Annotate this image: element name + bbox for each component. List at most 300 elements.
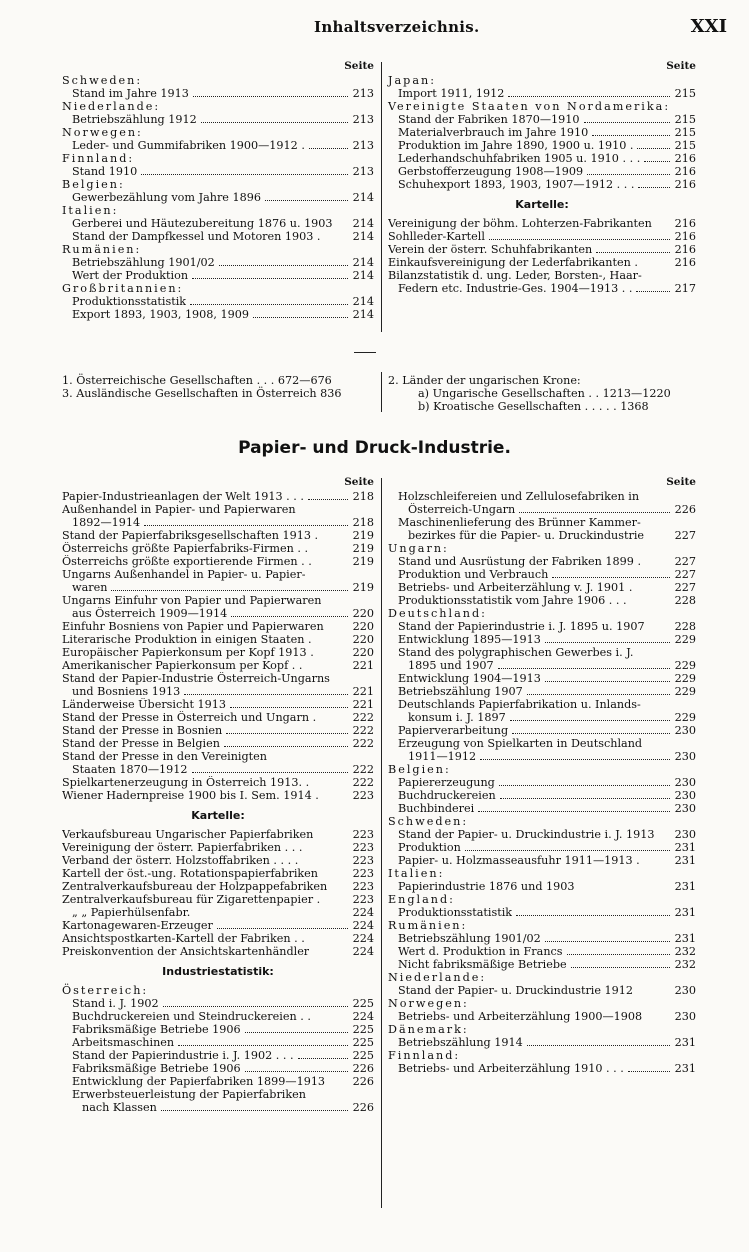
page-ref: 223 [352,867,374,880]
index-entry [62,919,374,932]
index-entry [62,1036,374,1049]
dot-leader [628,1071,670,1072]
index-entry [62,230,374,243]
subsection-heading: Industriestatistik: [162,965,274,978]
entry-title: Österreichs größte exportierende Firmen . . [62,555,312,568]
footnote-item: 1. Österreichische Gesellschaften . . . 672—676 [62,374,332,387]
country-heading: Schweden: [388,815,469,828]
entry-title: „ „ Papierhülsenfabr. [72,906,191,919]
index-entry [62,750,374,763]
page-ref: 215 [674,139,696,152]
entry-title: nach Klassen [82,1101,157,1114]
index-entry [62,906,374,919]
entry-title: Einfuhr Bosniens von Papier und Papierwaren [62,620,324,633]
entry-title: Stand der Presse in den Vereinigten [62,750,267,763]
index-entry [388,282,696,295]
page-ref: 216 [674,152,696,165]
dot-leader [298,1058,348,1059]
index-entry [388,711,696,724]
index-entry [388,932,696,945]
index-entry [388,854,696,867]
entry-title: Vereinigung der böhm. Lohterzen-Fabrikanten [388,217,652,230]
entry-title: Stand 1910 [72,165,138,178]
column-divider-top [381,62,382,332]
dot-leader [480,759,670,760]
country-heading: Dänemark: [388,1023,469,1036]
index-entry [62,139,374,152]
page-ref: 224 [352,932,374,945]
page-ref: 230 [674,789,696,802]
index-entry [62,841,374,854]
entry-title: Verband der österr. Holzstoffabriken . . . . [62,854,299,867]
page-ref: 231 [674,880,696,893]
page-ref: 226 [352,1101,374,1114]
entry-title: Entwicklung der Papierfabriken 1899—1913 [72,1075,326,1088]
index-entry [388,269,696,282]
entry-title: Materialverbrauch im Jahre 1910 [398,126,589,139]
index-entry [62,529,374,542]
page-ref: 230 [674,724,696,737]
country-heading: Österreich: [62,984,149,997]
entry-title: Stand i. J. 1902 [72,997,159,1010]
section-title: Papier- und Druck-Industrie. [238,438,511,458]
entry-title: Produktionsstatistik [398,906,513,919]
index-entry [388,1010,696,1023]
page-ref: 229 [674,633,696,646]
page-ref: 221 [352,698,374,711]
dot-leader [498,668,670,669]
index-entry [62,646,374,659]
page-number: XXI [690,16,727,37]
index-entry [388,555,696,568]
page-ref: 227 [674,529,696,542]
page-ref: 220 [352,620,374,633]
index-entry [62,217,374,230]
index-entry [388,620,696,633]
index-entry [62,542,374,555]
page-ref: 229 [674,672,696,685]
index-entry [62,893,374,906]
dot-leader [193,96,348,97]
index-entry [62,1088,374,1101]
index-entry [388,750,696,763]
index-entry [62,1010,374,1023]
page-ref: 229 [674,659,696,672]
entry-title: Kartell der öst.-ung. Rotationspapierfabriken [62,867,319,880]
seite-label: Seite [666,476,696,488]
dot-leader [489,239,670,240]
entry-title: Buchdruckereien [398,789,496,802]
index-entry [388,685,696,698]
index-entry [62,828,374,841]
index-entry [388,152,696,165]
index-entry [62,1075,374,1088]
entry-title: Einkaufsvereinigung der Lederfabrikanten . [388,256,638,269]
page-ref: 230 [674,750,696,763]
top-left-column [62,60,374,321]
index-entry [388,633,696,646]
dot-leader [499,785,670,786]
page-ref: 230 [674,828,696,841]
country-heading: Niederlande: [62,100,161,113]
index-entry [388,139,696,152]
index-entry [62,594,374,607]
page-ref: 220 [352,607,374,620]
page-ref: 218 [352,516,374,529]
index-entry [62,1049,374,1062]
index-entry [388,503,696,516]
entry-title: Betriebs- und Arbeiterzählung 1910 . . . [398,1062,624,1075]
index-entry [62,581,374,594]
index-entry [388,984,696,997]
bottom-left-column [62,476,374,1114]
dot-leader [201,122,348,123]
entry-title: Erzeugung von Spielkarten in Deutschland [398,737,643,750]
dot-leader [516,915,670,916]
index-entry [388,958,696,971]
seite-label: Seite [344,60,374,72]
entry-title: Stand des polygraphischen Gewerbes i. J. [398,646,634,659]
page-ref: 230 [674,1010,696,1023]
dot-leader [309,148,348,149]
page-ref: 226 [352,1062,374,1075]
page-ref: 224 [352,945,374,958]
dot-leader [545,941,670,942]
country-heading: Belgien: [388,763,451,776]
page-ref: 215 [674,87,696,100]
page-ref: 222 [352,763,374,776]
dot-leader [545,681,670,682]
entry-title: Betriebszählung 1901/02 [72,256,215,269]
dot-leader [592,135,670,136]
index-entry [62,555,374,568]
index-entry [62,763,374,776]
page-ref: 231 [674,1062,696,1075]
index-entry [62,997,374,1010]
entry-title: Schuhexport 1893, 1903, 1907—1912 . . . [398,178,635,191]
entry-title: Buchdruckereien und Steindruckereien . . [72,1010,311,1023]
index-entry [388,568,696,581]
page-ref: 226 [352,1075,374,1088]
country-heading: Belgien: [62,178,125,191]
dot-leader [512,733,670,734]
page-ref: 216 [674,256,696,269]
entry-title: Federn etc. Industrie-Ges. 1904—1913 . . [398,282,633,295]
page-ref: 215 [674,126,696,139]
page-ref: 232 [674,958,696,971]
dot-leader [161,1110,348,1111]
dot-leader [636,291,670,292]
page-ref: 228 [674,594,696,607]
index-entry [388,230,696,243]
index-entry [388,87,696,100]
page-ref: 214 [352,191,374,204]
entry-title: Wert der Produktion [72,269,189,282]
footnotes-right [388,374,696,413]
index-entry [62,113,374,126]
index-entry [62,672,374,685]
index-entry [388,529,696,542]
entry-title: Gerbstofferzeugung 1908—1909 [398,165,584,178]
entry-title: Bilanzstatistik d. ung. Leder, Borsten-, Haar- [388,269,642,282]
entry-title: Stand der Papier- u. Druckindustrie 1912 [398,984,634,997]
page-ref: 213 [352,87,374,100]
entry-title: Gewerbezählung vom Jahre 1896 [72,191,261,204]
entry-title: Produktion und Verbrauch [398,568,549,581]
page-ref: 223 [352,880,374,893]
page-ref: 230 [674,984,696,997]
index-entry [388,165,696,178]
index-entry [388,243,696,256]
index-entry [62,568,374,581]
country-heading: Rumänien: [388,919,468,932]
dot-leader [217,928,348,929]
page-ref: 225 [352,1023,374,1036]
seite-label: Seite [344,476,374,488]
index-entry [388,217,696,230]
page-ref: 219 [352,542,374,555]
entry-title: Außenhandel in Papier- und Papierwaren [62,503,296,516]
index-entry [388,581,696,594]
page-ref: 225 [352,1036,374,1049]
dot-leader [478,811,670,812]
page-ref: 222 [352,724,374,737]
entry-title: Betriebszählung 1912 [72,113,197,126]
entry-title: Papierindustrie 1876 und 1903 [398,880,575,893]
entry-title: waren [72,581,108,594]
dot-leader [231,616,348,617]
entry-title: Stand und Ausrüstung der Fabriken 1899 . [398,555,642,568]
dot-leader [219,265,348,266]
page-ref: 221 [352,685,374,698]
seite-label: Seite [666,60,696,72]
country-heading: Rumänien: [62,243,142,256]
page-ref: 231 [674,932,696,945]
entry-title: Produktion im Jahre 1890, 1900 u. 1910 . [398,139,634,152]
dot-leader [527,1045,670,1046]
dot-leader [230,707,348,708]
index-entry [62,256,374,269]
dot-leader [253,317,348,318]
dot-leader [192,278,348,279]
dot-leader [567,954,670,955]
index-entry [62,87,374,100]
entry-title: Nicht fabriksmäßige Betriebe [398,958,567,971]
page-ref: 225 [352,997,374,1010]
page-ref: 216 [674,243,696,256]
page-ref: 231 [674,906,696,919]
entry-title: Gerberei und Häutezubereitung 1876 u. 1903 [72,217,333,230]
page-ref: 216 [674,217,696,230]
page-ref: 218 [352,490,374,503]
index-entry [388,672,696,685]
entry-title: Stand im Jahre 1913 [72,87,189,100]
country-heading: Norwegen: [62,126,143,139]
entry-title: Stand der Fabriken 1870—1910 [398,113,580,126]
index-entry [388,906,696,919]
dot-leader [596,252,670,253]
index-entry [388,880,696,893]
dot-leader [545,642,670,643]
entry-title: Entwicklung 1904—1913 [398,672,541,685]
page-ref: 213 [352,113,374,126]
entry-title: Stand der Papierindustrie i. J. 1895 u. 1907 [398,620,645,633]
index-entry [388,178,696,191]
page-ref: 231 [674,854,696,867]
country-heading: Japan: [388,74,436,87]
footnote-item: b) Kroatische Gesellschaften . . . . . 1368 [418,400,649,413]
index-entry [388,594,696,607]
index-entry [62,295,374,308]
entry-title: Deutschlands Papierfabrikation u. Inlands- [398,698,641,711]
page-ref: 217 [674,282,696,295]
index-entry [62,1023,374,1036]
index-entry [388,945,696,958]
country-heading: Finnland: [388,1049,461,1062]
page-ref: 231 [674,1036,696,1049]
entry-title: Betriebs- und Arbeiterzählung 1900—1908 [398,1010,643,1023]
running-title: Inhaltsverzeichnis. [314,18,480,36]
dot-leader [465,850,670,851]
entry-title: Stand der Papier- u. Druckindustrie i. J. 1913 [398,828,655,841]
dot-leader [163,1006,348,1007]
entry-title: Produktionsstatistik [72,295,187,308]
country-heading: Ungarn: [388,542,449,555]
top-right-column [388,60,696,295]
entry-title: bezirkes für die Papier- u. Druckindustrie [408,529,645,542]
page-ref: 214 [352,230,374,243]
dot-leader [224,746,348,747]
page-ref: 215 [674,113,696,126]
footnote-item: 2. Länder der ungarischen Krone: [388,374,581,387]
subsection-heading: Kartelle: [515,198,569,211]
page-ref: 223 [352,841,374,854]
page-ref: 225 [352,1049,374,1062]
page-ref: 227 [674,568,696,581]
entry-title: Stand der Papierindustrie i. J. 1902 . . . [72,1049,294,1062]
index-entry [62,503,374,516]
dot-leader [190,304,348,305]
index-entry [62,789,374,802]
page-ref: 229 [674,711,696,724]
subsection-heading: Kartelle: [191,809,245,822]
index-entry [62,516,374,529]
index-entry [388,490,696,503]
page-ref: 219 [352,555,374,568]
index-entry [62,659,374,672]
page-ref: 214 [352,308,374,321]
page-header [0,12,749,38]
country-heading: Italien: [62,204,119,217]
index-entry [388,841,696,854]
page-ref: 216 [674,178,696,191]
entry-title: Betriebszählung 1901/02 [398,932,541,945]
page-ref: 227 [674,555,696,568]
entry-title: Wiener Hadernpreise 1900 bis I. Sem. 1914 . [62,789,319,802]
dot-leader [584,122,671,123]
entry-title: Erwerbsteuerleistung der Papierfabriken [72,1088,306,1101]
entry-title: aus Österreich 1909—1914 [72,607,228,620]
index-entry [62,698,374,711]
entry-title: Länderweise Übersicht 1913 [62,698,226,711]
page-ref: 214 [352,295,374,308]
index-entry [62,1062,374,1075]
index-entry [62,867,374,880]
page-ref: 219 [352,529,374,542]
dot-leader [552,577,670,578]
country-heading: England: [388,893,455,906]
footnotes-left [62,374,374,400]
entry-title: Verein der österr. Schuhfabrikanten [388,243,593,256]
dot-leader [245,1071,348,1072]
country-heading: Schweden: [62,74,143,87]
dot-leader [144,525,348,526]
dot-leader [192,772,348,773]
index-entry [62,932,374,945]
dot-leader [527,694,670,695]
entry-title: Verkaufsbureau Ungarischer Papierfabriken [62,828,314,841]
dot-leader [184,694,348,695]
entry-title: Ungarns Einfuhr von Papier und Papierwaren [62,594,322,607]
dot-leader [638,187,670,188]
page-ref: 216 [674,165,696,178]
index-entry [388,776,696,789]
index-entry [62,633,374,646]
index-entry [388,802,696,815]
entry-title: Leder- und Gummifabriken 1900—1912 . [72,139,305,152]
entry-title: Zentralverkaufsbureau für Zigarettenpapier . [62,893,321,906]
entry-title: 1895 und 1907 [408,659,494,672]
page-ref: 222 [352,711,374,724]
page-ref: 221 [352,659,374,672]
page-ref: 231 [674,841,696,854]
entry-title: Maschinenlieferung des Brünner Kammer- [398,516,641,529]
footnote-item: 3. Ausländische Gesellschaften in Österreich 836 [62,387,342,400]
index-entry [62,308,374,321]
entry-title: Holzschleifereien und Zellulosefabriken in [398,490,640,503]
page-ref: 213 [352,139,374,152]
index-entry [62,945,374,958]
entry-title: Europäischer Papierkonsum per Kopf 1913 . [62,646,314,659]
index-entry [62,1101,374,1114]
page-ref: 227 [674,581,696,594]
index-entry [388,1062,696,1075]
page-ref: 223 [352,789,374,802]
dot-leader [111,590,348,591]
dot-leader [178,1045,348,1046]
page-ref: 214 [352,217,374,230]
index-entry [388,646,696,659]
dot-leader [571,967,670,968]
index-entry [388,256,696,269]
entry-title: Staaten 1870—1912 [72,763,188,776]
page-ref: 230 [674,776,696,789]
footnote-item: a) Ungarische Gesellschaften . . 1213—1220 [418,387,671,400]
entry-title: 1892—1914 [72,516,141,529]
page-ref: 213 [352,165,374,178]
index-entry [388,659,696,672]
entry-title: Spielkartenerzeugung in Österreich 1913. . [62,776,310,789]
index-entry [62,165,374,178]
page-ref: 222 [352,776,374,789]
country-heading: Italien: [388,867,445,880]
entry-title: Stand der Papier-Industrie Österreich-Ungarns [62,672,330,685]
entry-title: Produktionsstatistik vom Jahre 1906 . . . [398,594,627,607]
index-entry [388,789,696,802]
index-entry [388,737,696,750]
country-heading: Finnland: [62,152,135,165]
entry-title: 1911—1912 [408,750,477,763]
